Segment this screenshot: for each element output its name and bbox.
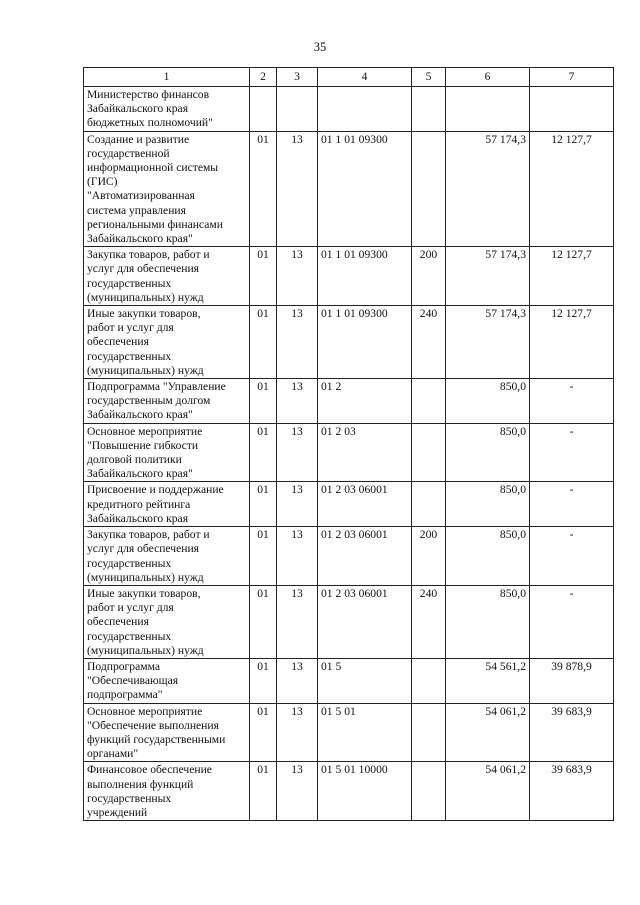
amount-col7-cell: 39 683,9 bbox=[530, 703, 614, 762]
column-header: 6 bbox=[446, 68, 530, 87]
target-article-cell: 01 2 03 06001 bbox=[318, 482, 412, 527]
target-article-cell: 01 5 bbox=[318, 658, 412, 703]
table-row bbox=[84, 306, 614, 379]
column-header: 2 bbox=[250, 68, 277, 87]
target-article-cell bbox=[318, 87, 412, 132]
amount-col6-cell: 57 174,3 bbox=[446, 247, 530, 306]
table-row bbox=[84, 482, 614, 527]
amount-col6-cell: 54 561,2 bbox=[446, 658, 530, 703]
target-article-cell: 01 5 01 10000 bbox=[318, 762, 412, 821]
target-article-cell: 01 5 01 bbox=[318, 703, 412, 762]
table-row bbox=[84, 247, 614, 306]
row-name-cell: Основное мероприятие "Обеспечение выполнения функций государственными органами" bbox=[84, 703, 250, 762]
row-name-cell: Присвоение и поддержание кредитного рейтинга Забайкальского края bbox=[84, 482, 250, 527]
table-row bbox=[84, 658, 614, 703]
column-header: 1 bbox=[84, 68, 250, 87]
subsection-code-cell: 13 bbox=[277, 131, 318, 247]
row-name-cell: Иные закупки товаров, работ и услуг для обеспечения государственных (муниципальных) нужд bbox=[84, 585, 250, 658]
table-row bbox=[84, 131, 614, 247]
table-row bbox=[84, 585, 614, 658]
expense-type-cell bbox=[412, 762, 446, 821]
target-article-cell: 01 1 01 09300 bbox=[318, 247, 412, 306]
amount-col6-cell: 850,0 bbox=[446, 585, 530, 658]
subsection-code-cell: 13 bbox=[277, 658, 318, 703]
expense-type-cell: 200 bbox=[412, 527, 446, 586]
table-row bbox=[84, 423, 614, 482]
amount-col6-cell: 57 174,3 bbox=[446, 306, 530, 379]
expense-type-cell: 240 bbox=[412, 585, 446, 658]
target-article-cell: 01 1 01 09300 bbox=[318, 306, 412, 379]
expense-type-cell bbox=[412, 703, 446, 762]
row-name-cell: Основное мероприятие "Повышение гибкости долговой политики Забайкальского края" bbox=[84, 423, 250, 482]
section-code-cell: 01 bbox=[250, 762, 277, 821]
page-number: 35 bbox=[313, 40, 327, 54]
expense-type-cell bbox=[412, 87, 446, 132]
amount-col6-cell: 54 061,2 bbox=[446, 762, 530, 821]
expense-type-cell: 240 bbox=[412, 306, 446, 379]
column-header: 3 bbox=[277, 68, 318, 87]
section-code-cell: 01 bbox=[250, 482, 277, 527]
table-header-row bbox=[84, 68, 614, 87]
budget-table bbox=[83, 67, 614, 821]
table-row bbox=[84, 762, 614, 821]
section-code-cell: 01 bbox=[250, 527, 277, 586]
amount-col7-cell: - bbox=[530, 482, 614, 527]
amount-col6-cell: 850,0 bbox=[446, 379, 530, 424]
row-name-cell: Закупка товаров, работ и услуг для обеспечения государственных (муниципальных) нужд bbox=[84, 247, 250, 306]
amount-col7-cell: - bbox=[530, 379, 614, 424]
amount-col6-cell: 850,0 bbox=[446, 423, 530, 482]
row-name-cell: Финансовое обеспечение выполнения функций государственных учреждений bbox=[84, 762, 250, 821]
amount-col7-cell: 12 127,7 bbox=[530, 306, 614, 379]
amount-col7-cell: 39 878,9 bbox=[530, 658, 614, 703]
subsection-code-cell: 13 bbox=[277, 482, 318, 527]
column-header: 4 bbox=[318, 68, 412, 87]
row-name-cell: Создание и развитие государственной информационной системы (ГИС) "Автоматизированная система управления региональными финансами Забайкальского края" bbox=[84, 131, 250, 247]
subsection-code-cell bbox=[277, 87, 318, 132]
amount-col6-cell: 57 174,3 bbox=[446, 131, 530, 247]
column-header: 5 bbox=[412, 68, 446, 87]
amount-col7-cell bbox=[530, 87, 614, 132]
table-row bbox=[84, 703, 614, 762]
amount-col7-cell: - bbox=[530, 423, 614, 482]
subsection-code-cell: 13 bbox=[277, 247, 318, 306]
expense-type-cell: 200 bbox=[412, 247, 446, 306]
subsection-code-cell: 13 bbox=[277, 306, 318, 379]
expense-type-cell bbox=[412, 482, 446, 527]
section-code-cell: 01 bbox=[250, 379, 277, 424]
subsection-code-cell: 13 bbox=[277, 423, 318, 482]
section-code-cell: 01 bbox=[250, 247, 277, 306]
target-article-cell: 01 2 03 bbox=[318, 423, 412, 482]
amount-col7-cell: - bbox=[530, 527, 614, 586]
expense-type-cell bbox=[412, 379, 446, 424]
subsection-code-cell: 13 bbox=[277, 762, 318, 821]
section-code-cell bbox=[250, 87, 277, 132]
subsection-code-cell: 13 bbox=[277, 703, 318, 762]
section-code-cell: 01 bbox=[250, 658, 277, 703]
target-article-cell: 01 2 03 06001 bbox=[318, 527, 412, 586]
row-name-cell: Подпрограмма "Обеспечивающая подпрограмма" bbox=[84, 658, 250, 703]
table-row bbox=[84, 87, 614, 132]
amount-col6-cell: 54 061,2 bbox=[446, 703, 530, 762]
row-name-cell: Закупка товаров, работ и услуг для обеспечения государственных (муниципальных) нужд bbox=[84, 527, 250, 586]
table-row bbox=[84, 527, 614, 586]
target-article-cell: 01 2 bbox=[318, 379, 412, 424]
amount-col7-cell: 12 127,7 bbox=[530, 247, 614, 306]
target-article-cell: 01 1 01 09300 bbox=[318, 131, 412, 247]
amount-col7-cell: 39 683,9 bbox=[530, 762, 614, 821]
section-code-cell: 01 bbox=[250, 306, 277, 379]
section-code-cell: 01 bbox=[250, 423, 277, 482]
row-name-cell: Подпрограмма "Управление государственным долгом Забайкальского края" bbox=[84, 379, 250, 424]
amount-col7-cell: 12 127,7 bbox=[530, 131, 614, 247]
table-row bbox=[84, 379, 614, 424]
expense-type-cell bbox=[412, 658, 446, 703]
target-article-cell: 01 2 03 06001 bbox=[318, 585, 412, 658]
amount-col6-cell bbox=[446, 87, 530, 132]
row-name-cell: Иные закупки товаров, работ и услуг для обеспечения государственных (муниципальных) нужд bbox=[84, 306, 250, 379]
expense-type-cell bbox=[412, 131, 446, 247]
amount-col7-cell: - bbox=[530, 585, 614, 658]
row-name-cell: Министерство финансов Забайкальского края бюджетных полномочий" bbox=[84, 87, 250, 132]
section-code-cell: 01 bbox=[250, 703, 277, 762]
column-header: 7 bbox=[530, 68, 614, 87]
section-code-cell: 01 bbox=[250, 131, 277, 247]
subsection-code-cell: 13 bbox=[277, 379, 318, 424]
expense-type-cell bbox=[412, 423, 446, 482]
amount-col6-cell: 850,0 bbox=[446, 527, 530, 586]
section-code-cell: 01 bbox=[250, 585, 277, 658]
amount-col6-cell: 850,0 bbox=[446, 482, 530, 527]
subsection-code-cell: 13 bbox=[277, 585, 318, 658]
subsection-code-cell: 13 bbox=[277, 527, 318, 586]
